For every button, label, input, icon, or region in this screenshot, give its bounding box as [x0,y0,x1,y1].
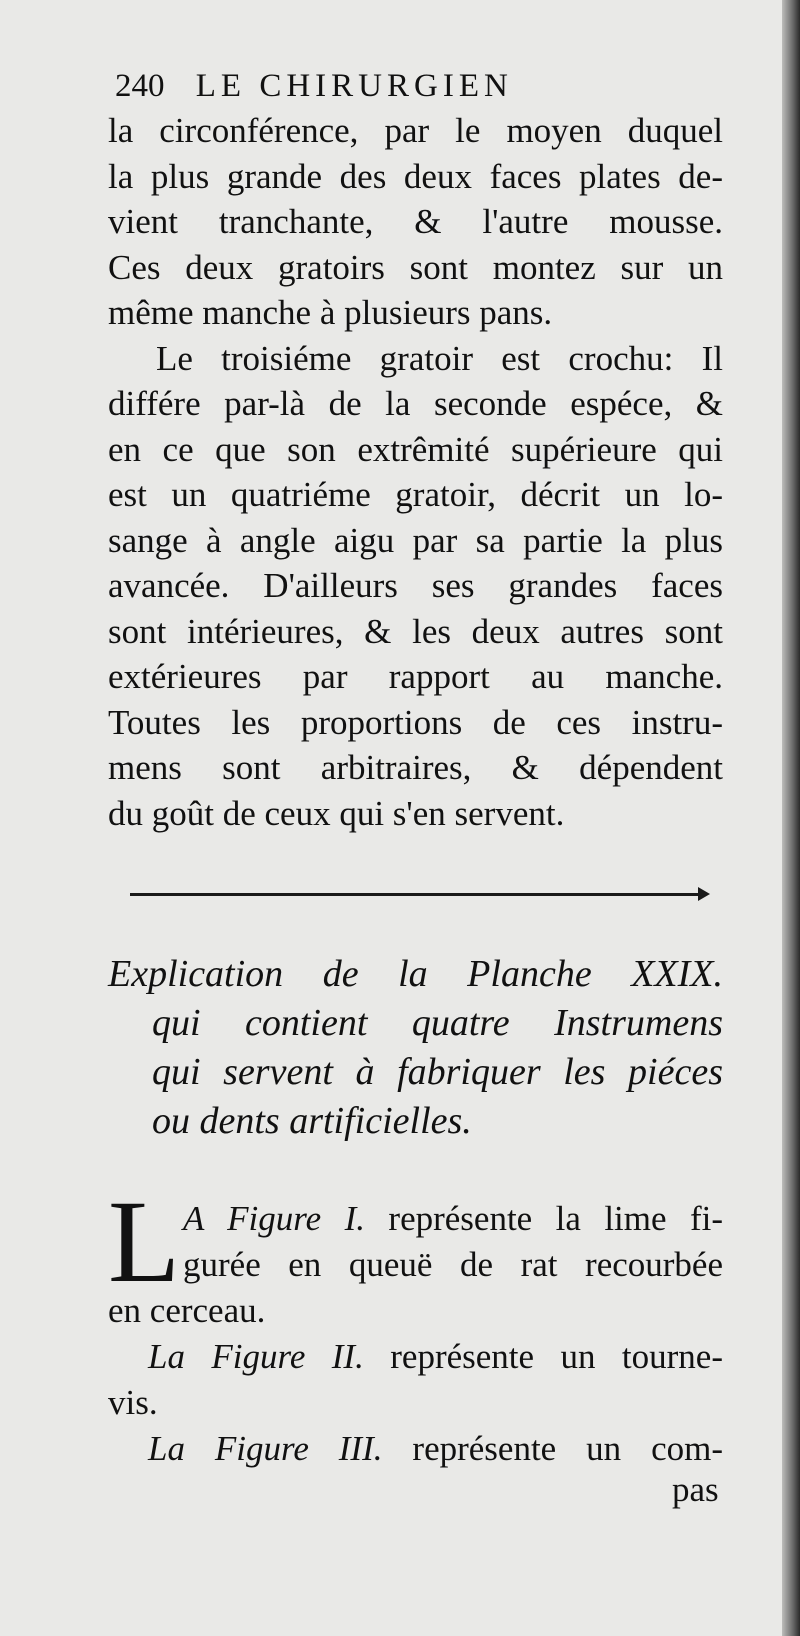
drop-cap: L [108,1176,181,1307]
page-edge-shadow [782,0,800,1636]
section-divider [130,893,705,896]
heading-line: ou dents artificielles. [152,1100,472,1142]
text-line: sange à angle aigu par sa partie la plus [108,520,723,560]
figure-ref: La Figure III. [148,1429,383,1468]
text-line: mens sont arbitraires, & dépendent [108,748,723,787]
text-line: est un quatriéme gratoir, décrit un lo- [108,475,723,514]
text-line: du goût de ceux qui s'en servent. [108,793,565,833]
running-title: LE CHIRURGIEN [195,68,513,104]
figure-descriptions [108,1196,723,1472]
text-line: Le troisiéme gratoir est crochu: Il [156,338,723,378]
figure-ref: La Figure II. [148,1337,364,1376]
divider-arrow-tip [698,887,710,901]
heading-line: qui contient quatre Instrumens [152,1002,723,1044]
text-line: gurée en queuë de rat recourbée [183,1245,723,1284]
text-line [108,1426,723,1472]
text-line: la plus grande des deux faces plates de- [108,156,723,196]
text-line: vient tranchante, & l'autre mousse. [108,202,723,241]
text-line: sont intérieures, & les deux autres sont [108,611,723,651]
text-line: en ce que son extrêmité supérieure qui [108,429,723,469]
text-line: même manche à plusieurs pans. [108,293,553,332]
text-line: avancée. D'ailleurs ses grandes faces [108,566,723,605]
text-line [108,1196,723,1242]
text-line: différe par-là de la seconde espéce, & [108,384,723,423]
figure-ref: A Figure I. [183,1199,365,1238]
text-line: Ces deux gratoirs sont montez sur un [108,247,723,287]
text-line: vis. [108,1383,158,1422]
figure-text: représente un tourne- [363,1337,723,1376]
catchword: pas [672,1470,719,1509]
text-line: en cerceau. [108,1291,266,1330]
heading-line: Explication de la Planche XXIX. [108,953,723,995]
figure-text: représente un com- [382,1429,723,1468]
figure-text: représente la lime fi- [364,1199,723,1238]
plate-heading [108,950,723,1146]
body-text [108,108,723,836]
running-header [115,68,715,105]
text-line [108,1334,723,1380]
text-line: la circonférence, par le moyen duquel [108,111,723,150]
page-number: 240 [115,68,165,104]
heading-line: qui servent à fabriquer les piéces [152,1051,723,1093]
text-line: Toutes les proportions de ces instru- [108,702,723,742]
text-line: extérieures par rapport au manche. [108,657,723,696]
